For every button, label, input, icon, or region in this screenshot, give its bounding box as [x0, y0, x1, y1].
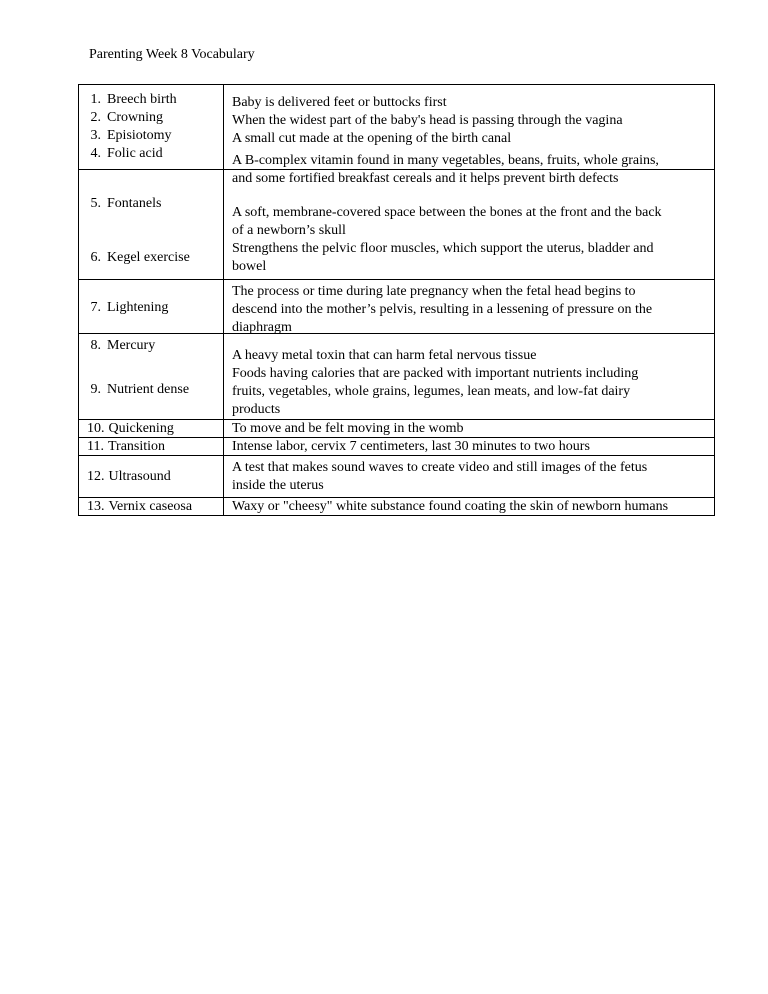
definition-line: When the widest part of the baby's head is passing through the vagina: [232, 113, 623, 128]
definition-lightening: [232, 283, 712, 337]
page-title: Parenting Week 8 Vocabulary: [89, 47, 255, 62]
term-label: Transition: [107, 439, 166, 454]
definition-episiotomy: [232, 130, 712, 148]
term-number: 9.: [90, 382, 101, 397]
term-label: Folic acid: [107, 146, 163, 161]
vocabulary-table: [78, 84, 715, 516]
definition-line: Strengthens the pelvic floor muscles, which support the uterus, bladder and: [232, 241, 654, 256]
definition-fontanels: [232, 204, 712, 240]
definition-line: Baby is delivered feet or buttocks first: [232, 95, 447, 110]
term-number: 7.: [90, 300, 101, 315]
term-number: 3.: [90, 128, 101, 143]
definition-line: To move and be felt moving in the womb: [232, 421, 464, 436]
term-label: Fontanels: [107, 196, 162, 211]
term-label: Nutrient dense: [107, 382, 190, 397]
term-number: 8.: [90, 338, 101, 353]
term-folic-acid: [79, 145, 222, 163]
term-vernix-caseosa: [79, 498, 222, 516]
definition-line: bowel: [232, 259, 267, 274]
term-kegel-exercise: [79, 249, 222, 267]
definition-kegel-exercise: [232, 240, 712, 276]
definition-line: fruits, vegetables, whole grains, legumes, lean meats, and low-fat dairy: [232, 384, 631, 399]
term-number: 12.: [87, 469, 105, 484]
term-breech-birth: [79, 91, 222, 109]
term-fontanels: [79, 195, 222, 213]
term-label: Crowning: [107, 110, 163, 125]
term-episiotomy: [79, 127, 222, 145]
definition-mercury: [232, 347, 712, 365]
definition-vernix-caseosa: [232, 498, 712, 516]
definition-quickening: [232, 420, 712, 438]
term-label: Episiotomy: [107, 128, 172, 143]
term-nutrient-dense: [79, 381, 222, 399]
term-quickening: [79, 420, 222, 438]
definition-line: A test that makes sound waves to create video and still images of the fetus: [232, 460, 648, 475]
definition-line: descend into the mother’s pelvis, resulting in a lessening of pressure on the: [232, 302, 653, 317]
definition-line: Foods having calories that are packed with important nutrients including: [232, 366, 639, 381]
definition-line: inside the uterus: [232, 478, 324, 493]
term-number: 1.: [90, 92, 101, 107]
definition-folic-acid: [232, 152, 712, 188]
definition-transition: [232, 438, 712, 456]
column-divider: [223, 85, 224, 515]
definition-line: of a newborn’s skull: [232, 223, 346, 238]
term-label: Quickening: [108, 421, 174, 436]
definition-line: Intense labor, cervix 7 centimeters, last 30 minutes to two hours: [232, 439, 590, 454]
term-label: Breech birth: [107, 92, 177, 107]
term-lightening: [79, 299, 222, 317]
term-number: 2.: [90, 110, 101, 125]
term-ultrasound: [79, 468, 222, 486]
term-number: 10.: [87, 421, 105, 436]
definition-breech-birth: [232, 94, 712, 112]
term-number: 13.: [87, 499, 105, 514]
definition-crowning: [232, 112, 712, 130]
term-label: Lightening: [107, 300, 169, 315]
term-number: 5.: [90, 196, 101, 211]
definition-line: Waxy or "cheesy" white substance found coating the skin of newborn humans: [232, 499, 669, 514]
term-label: Kegel exercise: [107, 250, 190, 265]
definition-line: diaphragm: [232, 320, 292, 335]
term-mercury: [79, 337, 222, 355]
term-number: 4.: [90, 146, 101, 161]
definition-nutrient-dense: [232, 365, 712, 419]
definition-ultrasound: [232, 459, 712, 495]
term-label: Ultrasound: [108, 469, 171, 484]
term-label: Vernix caseosa: [108, 499, 193, 514]
definition-line: A B-complex vitamin found in many vegetables, beans, fruits, whole grains,: [232, 153, 659, 168]
term-number: 11.: [87, 439, 104, 454]
definition-line: and some fortified breakfast cereals and it helps prevent birth defects: [232, 171, 619, 186]
definition-line: A small cut made at the opening of the birth canal: [232, 131, 512, 146]
term-number: 6.: [90, 250, 101, 265]
definition-line: A soft, membrane-covered space between the bones at the front and the back: [232, 205, 662, 220]
term-transition: [79, 438, 222, 456]
term-label: Mercury: [107, 338, 156, 353]
definition-line: products: [232, 402, 281, 417]
definition-line: The process or time during late pregnancy when the fetal head begins to: [232, 284, 636, 299]
row-separator: [79, 279, 714, 280]
definition-line: A heavy metal toxin that can harm fetal nervous tissue: [232, 348, 537, 363]
term-crowning: [79, 109, 222, 127]
